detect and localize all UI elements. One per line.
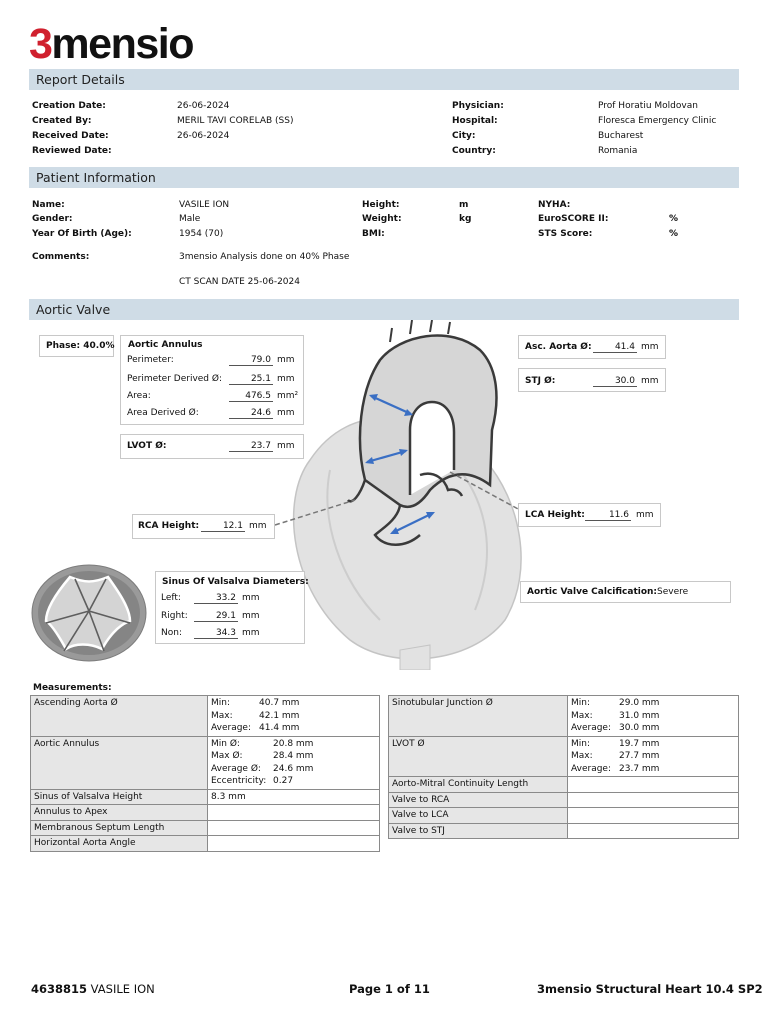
section-header-patient-information: Patient Information — [29, 167, 739, 188]
bmi-label: BMI: — [362, 229, 385, 239]
rca-height-value: 12.1 — [201, 521, 245, 532]
sinus-non-label: Non: — [161, 628, 182, 638]
lvot-measure-name: LVOT Ø — [389, 736, 568, 777]
valve-illustration — [30, 563, 148, 663]
name-value: VASILE ION — [179, 200, 230, 210]
stj-label: STJ Ø: — [525, 376, 556, 386]
sinus-right-unit: mm — [242, 611, 260, 621]
section-header-aortic-valve: Aortic Valve — [29, 299, 739, 320]
received-date-value: 26-06-2024 — [177, 131, 230, 141]
rca-height-label: RCA Height: — [138, 521, 200, 531]
lca-height-box — [518, 503, 661, 527]
comments-label: Comments: — [32, 252, 90, 262]
membranous-septum-value — [208, 820, 380, 836]
lvot-unit: mm — [277, 441, 295, 451]
asc-aorta-box — [518, 335, 666, 359]
valve-to-stj-name: Valve to STJ — [389, 823, 568, 839]
sts-score-unit: % — [669, 229, 679, 239]
height-label: Height: — [362, 200, 400, 210]
footer-patient-name: VASILE ION — [90, 982, 155, 996]
area-label: Area: — [127, 391, 151, 401]
rca-height-unit: mm — [249, 521, 267, 531]
table-row — [389, 777, 739, 793]
valve-to-rca-name: Valve to RCA — [389, 792, 568, 808]
heart-illustration — [270, 320, 530, 670]
sinus-height-value: 8.3 mm — [208, 789, 380, 805]
aortic-annulus-title: Aortic Annulus — [128, 340, 203, 350]
lca-height-unit: mm — [636, 510, 654, 520]
area-derived-label: Area Derived Ø: — [127, 408, 199, 418]
table-row — [389, 792, 739, 808]
sinus-left-label: Left: — [161, 593, 181, 603]
stj-unit: mm — [641, 376, 659, 386]
asc-aorta-name: Ascending Aorta Ø — [31, 696, 208, 737]
table-row — [389, 823, 739, 839]
calcification-value: Severe — [657, 587, 689, 597]
sinus-non-unit: mm — [242, 628, 260, 638]
measurements-table-right — [388, 695, 739, 839]
weight-unit: kg — [459, 214, 472, 224]
sinus-non-value: 34.3 — [194, 628, 238, 639]
calcification-label: Aortic Valve Calcification: — [527, 587, 658, 597]
perimeter-label: Perimeter: — [127, 355, 174, 365]
hospital-label: Hospital: — [452, 116, 498, 126]
stj-value: 30.0 — [593, 376, 637, 387]
table-row — [31, 836, 380, 852]
annulus-values: Min Ø: 20.8 mm Max Ø: 28.4 mm Average Ø: 24.6 mm Eccentricity: 0.27 — [208, 736, 380, 789]
section-header-report-details: Report Details — [29, 69, 739, 90]
area-derived-value: 24.6 — [229, 408, 273, 419]
received-date-label: Received Date: — [32, 131, 109, 141]
city-value: Bucharest — [598, 131, 644, 141]
perimeter-unit: mm — [277, 355, 295, 365]
footer-patient — [31, 982, 155, 996]
sinus-height-name: Sinus of Valsalva Height — [31, 789, 208, 805]
valve-to-stj-value — [568, 823, 739, 839]
country-label: Country: — [452, 146, 496, 156]
perimeter-derived-label: Perimeter Derived Ø: — [127, 374, 222, 384]
sinus-of-valsalva-box — [155, 571, 309, 644]
phase-label: Phase: 40.0% — [46, 341, 115, 351]
valve-to-rca-value — [568, 792, 739, 808]
table-row — [31, 820, 380, 836]
nyha-label: NYHA: — [538, 200, 571, 210]
euroscore-label: EuroSCORE II: — [538, 214, 609, 224]
valve-to-lca-value — [568, 808, 739, 824]
aortic-annulus-box — [120, 335, 304, 425]
weight-label: Weight: — [362, 214, 402, 224]
lca-height-label: LCA Height: — [525, 510, 585, 520]
sinus-right-value: 29.1 — [194, 611, 238, 622]
stj-values: Min: 29.0 mm Max: 31.0 mm Average: 30.0 mm — [568, 696, 739, 737]
aorto-mitral-value — [568, 777, 739, 793]
area-derived-unit: mm — [277, 408, 295, 418]
country-value: Romania — [598, 146, 638, 156]
asc-aorta-values: Min: 40.7 mm Max: 42.1 mm Average: 41.4 mm — [208, 696, 380, 737]
gender-label: Gender: — [32, 214, 73, 224]
valve-to-lca-name: Valve to LCA — [389, 808, 568, 824]
asc-aorta-label: Asc. Aorta Ø: — [525, 342, 592, 352]
footer-page-number: Page 1 of 11 — [349, 982, 430, 996]
table-row — [31, 696, 380, 737]
measurements-heading: Measurements: — [33, 683, 112, 693]
brand-logo: 3mensio — [29, 20, 193, 68]
gender-value: Male — [179, 214, 201, 224]
city-label: City: — [452, 131, 476, 141]
rca-height-box — [132, 514, 275, 539]
table-row — [31, 789, 380, 805]
horizontal-aorta-angle-value — [208, 836, 380, 852]
table-row — [31, 805, 380, 821]
created-by-value: MERIL TAVI CORELAB (SS) — [177, 116, 294, 126]
measurements-table-left — [30, 695, 380, 852]
perimeter-value: 79.0 — [229, 355, 273, 366]
aorto-mitral-name: Aorto-Mitral Continuity Length — [389, 777, 568, 793]
lvot-box — [120, 434, 304, 459]
annulus-apex-value — [208, 805, 380, 821]
year-of-birth-value: 1954 (70) — [179, 229, 224, 239]
calcification-box — [520, 581, 731, 603]
sts-score-label: STS Score: — [538, 229, 593, 239]
lvot-value: 23.7 — [229, 441, 273, 452]
year-of-birth-label: Year Of Birth (Age): — [32, 229, 132, 239]
lvot-label: LVOT Ø: — [127, 441, 167, 451]
footer-patient-id: 4638815 — [31, 982, 88, 996]
asc-aorta-value: 41.4 — [593, 342, 637, 353]
stj-name: Sinotubular Junction Ø — [389, 696, 568, 737]
membranous-septum-name: Membranous Septum Length — [31, 820, 208, 836]
comments-line-2: CT SCAN DATE 25-06-2024 — [179, 277, 300, 287]
horizontal-aorta-angle-name: Horizontal Aorta Angle — [31, 836, 208, 852]
physician-label: Physician: — [452, 101, 504, 111]
stj-box — [518, 368, 666, 392]
table-row — [31, 736, 380, 789]
sinus-left-value: 33.2 — [194, 593, 238, 604]
asc-aorta-unit: mm — [641, 342, 659, 352]
sinus-title: Sinus Of Valsalva Diameters: — [162, 577, 309, 587]
annulus-apex-name: Annulus to Apex — [31, 805, 208, 821]
name-label: Name: — [32, 200, 65, 210]
lca-height-value: 11.6 — [585, 510, 631, 521]
created-by-label: Created By: — [32, 116, 92, 126]
creation-date-label: Creation Date: — [32, 101, 106, 111]
phase-box — [39, 335, 114, 357]
annulus-name: Aortic Annulus — [31, 736, 208, 789]
table-row — [389, 696, 739, 737]
hospital-value: Floresca Emergency Clinic — [598, 116, 717, 126]
creation-date-value: 26-06-2024 — [177, 101, 230, 111]
physician-value: Prof Horatiu Moldovan — [598, 101, 698, 111]
table-row — [389, 736, 739, 777]
table-row — [389, 808, 739, 824]
area-value: 476.5 — [229, 391, 273, 402]
reviewed-date-label: Reviewed Date: — [32, 146, 112, 156]
footer-product: 3mensio Structural Heart 10.4 SP2 — [537, 982, 763, 996]
area-unit: mm² — [277, 391, 299, 401]
height-unit: m — [459, 200, 469, 210]
lvot-measure-values: Min: 19.7 mm Max: 27.7 mm Average: 23.7 mm — [568, 736, 739, 777]
sinus-right-label: Right: — [161, 611, 188, 621]
comments-line-1: 3mensio Analysis done on 40% Phase — [179, 252, 350, 262]
euroscore-unit: % — [669, 214, 679, 224]
perimeter-derived-unit: mm — [277, 374, 295, 384]
perimeter-derived-value: 25.1 — [229, 374, 273, 385]
sinus-left-unit: mm — [242, 593, 260, 603]
